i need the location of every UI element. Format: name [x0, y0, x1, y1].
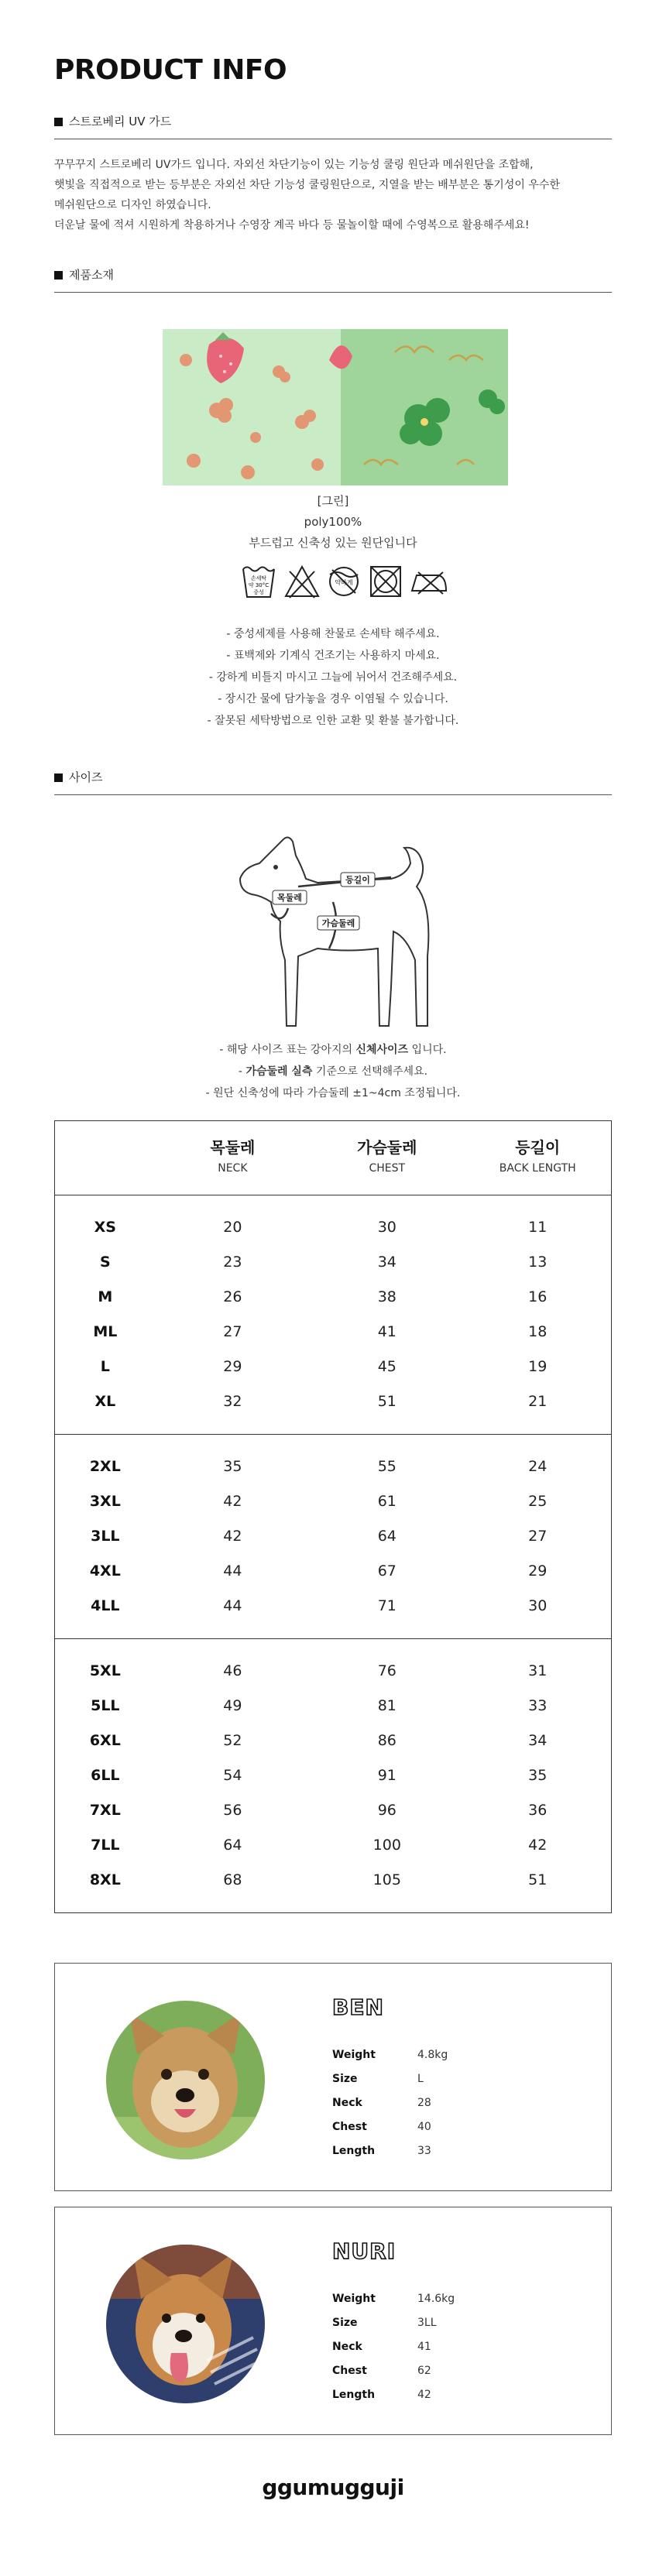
size-label: 6XL — [89, 1731, 121, 1749]
table-cell: 13 — [528, 1253, 548, 1271]
table-cell: 56 — [223, 1801, 242, 1819]
model-name: NURI — [332, 2238, 397, 2264]
table-cell: 86 — [377, 1731, 397, 1749]
table-cell: 11 — [528, 1218, 548, 1236]
size-label: XS — [94, 1218, 116, 1236]
table-row — [55, 1758, 611, 1792]
table-cell: 64 — [223, 1836, 242, 1854]
table-cell: 26 — [223, 1288, 242, 1305]
table-row — [55, 1449, 611, 1484]
table-cell: 23 — [223, 1253, 242, 1271]
table-cell: 45 — [377, 1357, 397, 1375]
model-photo-ben — [106, 2001, 265, 2159]
no-bleach-icon — [283, 564, 321, 602]
table-cell: 64 — [377, 1527, 397, 1545]
table-row — [55, 1827, 611, 1862]
hand-wash-icon — [240, 561, 277, 605]
table-cell: 42 — [528, 1836, 548, 1854]
svg-text:중성: 중성 — [253, 589, 264, 595]
table-row — [55, 1518, 611, 1553]
model-specs: Weight 4.8kg Size L Neck 28 Chest 40 Length 33 — [332, 2048, 448, 2157]
size-notes: - 해당 사이즈 표는 강아지의 신체사이즈 입니다. - 가슴둘레 실측 기준으로 선택해주세요. - 원단 신축성에 따라 가슴둘레 ±1~4cm 조정됩니다. — [205, 1044, 461, 1099]
table-cell: 30 — [528, 1597, 548, 1614]
table-cell: 31 — [528, 1662, 548, 1679]
size-heading: 사이즈 — [54, 769, 612, 795]
model-name: BEN — [332, 1995, 384, 2020]
table-cell: 33 — [528, 1696, 548, 1714]
table-cell: 51 — [528, 1871, 548, 1888]
size-label: S — [99, 1253, 111, 1271]
table-cell: 46 — [223, 1662, 242, 1679]
table-cell: 27 — [528, 1527, 548, 1545]
table-cell: 20 — [223, 1218, 242, 1236]
table-row — [55, 1279, 611, 1314]
size-label: 4XL — [89, 1562, 121, 1580]
table-row — [55, 1244, 611, 1279]
table-row — [55, 1384, 611, 1418]
table-cell: 91 — [377, 1766, 397, 1784]
table-row — [55, 1862, 611, 1897]
table-cell: 30 — [377, 1218, 397, 1236]
size-label: 8XL — [89, 1871, 121, 1888]
table-cell: 32 — [223, 1392, 242, 1410]
table-row — [55, 1588, 611, 1623]
material-info: [그린] poly100% 부드럽고 신축성 있는 원단입니다 — [249, 494, 417, 550]
svg-text:약하게: 약하게 — [335, 579, 353, 586]
table-cell: 67 — [377, 1562, 397, 1580]
table-row — [55, 1314, 611, 1349]
model-profile-nuri — [54, 2207, 612, 2435]
size-label: XL — [94, 1392, 116, 1410]
square-bullet-icon — [54, 271, 63, 280]
model-photo-nuri — [106, 2245, 265, 2403]
table-cell: 42 — [223, 1527, 242, 1545]
table-row — [55, 1688, 611, 1723]
care-instructions: - 중성세제를 사용해 찬물로 손세탁 해주세요. - 표백제와 기계식 건조기는 사용하지 마세요. - 강하게 비틀지 마시고 그늘에 뉘어서 건조해주세요. - 장시간 물에 담가놓을 경우 이염될 수 있습니다. - 잘못된 세탁방법으로 인한 교환 및 환불 불가합니다. — [207, 628, 459, 727]
table-cell: 54 — [223, 1766, 242, 1784]
size-label: 3XL — [89, 1492, 121, 1510]
table-cell: 61 — [377, 1492, 397, 1510]
table-cell: 96 — [377, 1801, 397, 1819]
table-row — [55, 1484, 611, 1518]
table-row — [55, 1723, 611, 1758]
table-cell: 41 — [377, 1322, 397, 1340]
brand-logo: ggumugguji — [262, 2475, 404, 2500]
table-cell: 29 — [223, 1357, 242, 1375]
size-table-header: 목둘레 NECK 가슴둘레 CHEST 등길이 BACK LENGTH — [55, 1121, 611, 1195]
uv-guide-heading: 스트로베리 UV 가드 — [54, 113, 612, 139]
table-cell: 44 — [223, 1562, 242, 1580]
svg-text:손세탁: 손세탁 — [250, 575, 267, 581]
svg-text:가슴둘레: 가슴둘레 — [321, 918, 355, 928]
model-specs: Weight 14.6kg Size 3LL Neck 41 Chest 62 Length 42 — [332, 2292, 455, 2401]
size-group — [55, 1434, 611, 1638]
table-row — [55, 1349, 611, 1384]
table-cell: 16 — [528, 1288, 548, 1305]
table-cell: 44 — [223, 1597, 242, 1614]
no-tumble-dry-icon — [326, 564, 362, 602]
size-label: 2XL — [89, 1457, 121, 1475]
table-cell: 27 — [223, 1322, 242, 1340]
no-dry-clean-icon — [368, 564, 403, 602]
square-bullet-icon — [54, 118, 63, 126]
svg-text:등길이: 등길이 — [345, 875, 370, 885]
table-cell: 49 — [223, 1696, 242, 1714]
table-cell: 35 — [223, 1457, 242, 1475]
table-row — [55, 1553, 611, 1588]
table-cell: 55 — [377, 1457, 397, 1475]
size-group — [55, 1195, 611, 1434]
table-cell: 81 — [377, 1696, 397, 1714]
square-bullet-icon — [54, 773, 63, 782]
size-group — [55, 1638, 611, 1912]
table-cell: 38 — [377, 1288, 397, 1305]
size-label: 7LL — [91, 1836, 120, 1854]
table-cell: 21 — [528, 1392, 548, 1410]
size-label: 4LL — [91, 1597, 120, 1614]
svg-text:목둘레: 목둘레 — [277, 893, 302, 903]
model-profile-ben — [54, 1963, 612, 2191]
size-label: L — [100, 1357, 110, 1375]
size-label: 6LL — [91, 1766, 120, 1784]
dog-measurement-diagram — [225, 832, 441, 1034]
table-cell: 51 — [377, 1392, 397, 1410]
svg-text:약 30°C: 약 30°C — [248, 582, 269, 588]
size-chart-table — [54, 1120, 612, 1913]
table-cell: 35 — [528, 1766, 548, 1784]
page-title: PRODUCT INFO — [54, 54, 287, 86]
care-label-icons — [240, 561, 449, 605]
size-label: 3LL — [91, 1527, 120, 1545]
table-cell: 76 — [377, 1662, 397, 1679]
table-cell: 34 — [377, 1253, 397, 1271]
no-iron-icon — [409, 566, 449, 600]
table-cell: 18 — [528, 1322, 548, 1340]
table-row — [55, 1792, 611, 1827]
table-cell: 100 — [372, 1836, 401, 1854]
table-cell: 52 — [223, 1731, 242, 1749]
size-label: 5LL — [91, 1696, 120, 1714]
fabric-swatch-image — [163, 329, 508, 485]
table-cell: 24 — [528, 1457, 548, 1475]
table-cell: 71 — [377, 1597, 397, 1614]
table-row — [55, 1209, 611, 1244]
size-label: ML — [93, 1322, 118, 1340]
table-cell: 42 — [223, 1492, 242, 1510]
uv-guide-description: 꾸무꾸지 스트로베리 UV가드 입니다. 자외선 차단기능이 있는 기능성 쿨링 원단과 메쉬원단을 조합해, 햇빛을 직접적으로 받는 등부분은 자외선 차단 기능성 쿨링원단으로, 지열을 받는 배부분은 통기성이 우수한 메쉬원단으로 디자인 하였습니다. 더운날 물에 적셔 시원하게 착용하거나 수영장 계곡 바다 등 물놀이할 때에 수영복으로 활용해주세요! — [54, 159, 560, 232]
size-label: M — [98, 1288, 113, 1305]
material-heading: 제품소재 — [54, 266, 612, 293]
table-cell: 19 — [528, 1357, 548, 1375]
table-row — [55, 1653, 611, 1688]
size-label: 7XL — [89, 1801, 121, 1819]
size-label: 5XL — [89, 1662, 121, 1679]
table-cell: 25 — [528, 1492, 548, 1510]
table-cell: 29 — [528, 1562, 548, 1580]
table-cell: 105 — [372, 1871, 401, 1888]
table-cell: 34 — [528, 1731, 548, 1749]
table-cell: 36 — [528, 1801, 548, 1819]
table-cell: 68 — [223, 1871, 242, 1888]
